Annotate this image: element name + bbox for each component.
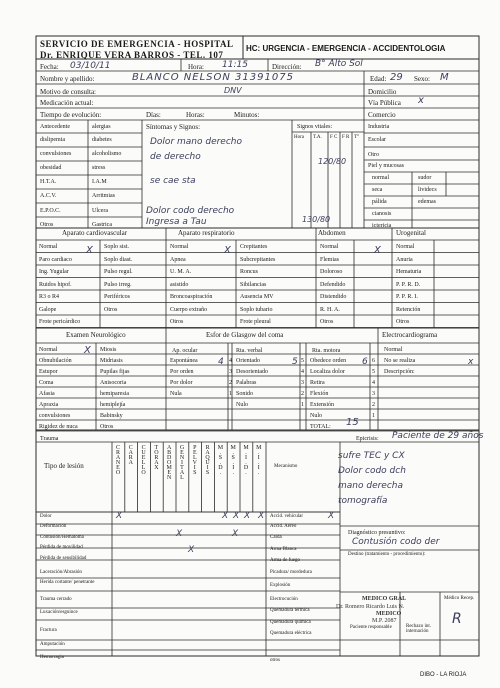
dias-label: Días: <box>146 111 161 119</box>
cardio-option: Normal <box>39 244 58 250</box>
glasgow-mark-2: 5 <box>292 357 298 367</box>
piel-option: cianosis <box>372 211 392 217</box>
antecedente-item: alcoholismo <box>92 151 122 158</box>
epicrisis-hw: Paciente de 29 años <box>392 431 484 441</box>
ocular-title: Ap. ocular <box>172 348 198 354</box>
abd-option: Distendido <box>320 294 347 300</box>
epicrisis-line-4: tomografía <box>338 496 388 506</box>
resp-option: Cuerpo extraño <box>170 306 208 313</box>
glasgow-verbal-points: 1 <box>301 402 304 408</box>
footer-dibo: DIBO - LA RIOJA <box>420 672 467 678</box>
tipo-lesion-label: Tipo de lesión <box>44 462 84 470</box>
sintomas-line-3: se cae sta <box>150 176 196 186</box>
resp-option: Broncoaspiración <box>170 294 213 300</box>
uro-option: P. P. R. D. <box>396 281 421 288</box>
mecanismo-option: Picadura/ mordedura <box>270 570 312 575</box>
abd-option: Normal <box>320 244 339 250</box>
stamp-line4: M.P. 2087 <box>372 618 397 624</box>
neuro-option: Midriasis <box>100 358 123 364</box>
ecg-option: Descripción: <box>384 369 415 375</box>
glasgow-motora-points: 6 <box>372 358 375 364</box>
lesion-label: Laceración/Abrasión <box>40 570 82 575</box>
lesion-label: Deformación <box>40 524 67 529</box>
cardio-option: Pulso irreg. <box>104 281 132 288</box>
resp-title: Aparato respiratorio <box>178 229 235 237</box>
region-mark-8: X <box>232 529 239 539</box>
region-header: TORAX <box>153 445 160 470</box>
glasgow-mark-1: 4 <box>218 357 224 367</box>
piel-label: Piel y mucosas <box>368 163 404 169</box>
resp-option: Soplo tubario <box>240 306 273 313</box>
region-mark-3: X <box>244 511 251 521</box>
rechazo-label: Rechazo int. internación <box>406 624 431 634</box>
neuro-option: Otros <box>100 424 114 430</box>
neuro-mark-1: X <box>84 345 91 356</box>
neuro-option: Anisocoria <box>100 380 127 386</box>
glasgow-ocular-option: Nula <box>170 391 182 397</box>
cardio-option: Frote pericárdico <box>39 319 81 325</box>
glasgow-mark-3: 6 <box>362 357 368 367</box>
region-header: RAQUIS <box>204 445 211 475</box>
signos-vitales-label: Signos vitales: <box>297 124 333 130</box>
cardio-option: Soplo diast. <box>104 256 133 263</box>
region-header: GENITAL <box>179 445 185 480</box>
glasgow-verbal-points: 3 <box>301 380 304 386</box>
glasgow-ocular-option: Por orden <box>170 369 194 375</box>
mecanismo-mark-1: X <box>328 511 335 521</box>
via-publica-mark: x <box>418 95 424 106</box>
minutos-label: Minutos: <box>234 111 260 119</box>
abd-option: R. H. A. <box>320 306 340 313</box>
abd-option: Defendido <box>320 281 346 288</box>
piel-option: sudor <box>418 175 432 181</box>
uro-title: Urogenital <box>396 229 426 237</box>
mecanismo-option: Explosión <box>270 583 291 588</box>
neuro-option: Obnubilación <box>39 358 72 364</box>
uro-option: P. P. R. I. <box>396 294 418 300</box>
piel-option: lividecs <box>418 187 437 193</box>
sintomas-line-1: Dolor mano derecho <box>150 137 243 147</box>
fecha-label: Fecha: <box>40 63 59 71</box>
resp-option: Sibilancias <box>240 281 267 288</box>
antecedente-item: A.C.V. <box>40 193 57 200</box>
piel-option: pálida <box>372 199 387 205</box>
sexo-label: Sexo: <box>414 75 430 83</box>
region-mark-5: X <box>116 511 123 521</box>
mecanismo-option: otros <box>270 658 280 663</box>
glasgow-motora-points: 3 <box>372 391 375 397</box>
lesion-label: Luxación/esguince <box>40 610 78 615</box>
glasgow-ocular-points: 3 <box>229 369 232 375</box>
glasgow-motora-points: 4 <box>372 380 375 386</box>
neuro-option: Babinsky <box>100 413 123 419</box>
glasgow-verbal-option: Nulo <box>236 402 248 408</box>
glasgow-motora-points: 5 <box>372 369 375 375</box>
vitales-col-header: F C <box>330 135 338 140</box>
glasgow-motora-points: 2 <box>372 402 375 408</box>
horas-label: Horas: <box>186 111 205 119</box>
nombre-value: BLANCO NELSON 31391075 <box>132 72 294 83</box>
glasgow-verbal-points: 4 <box>301 369 304 375</box>
neuro-option: Coma <box>39 380 54 386</box>
sintomas-line-4: Dolor codo derecho <box>146 206 235 216</box>
mecanismo-option: Quemadura eléctrica <box>270 631 312 636</box>
glasgow-total-value: 15 <box>346 417 359 428</box>
vitales-col-header: T.A. <box>313 135 322 140</box>
sexo-value: M <box>440 72 449 83</box>
cardio-option: Ruidos hipof. <box>39 281 72 288</box>
hora-value: 11:15 <box>222 60 248 70</box>
diagnostico-hw: Contusión codo der <box>352 537 440 547</box>
mecanismo-option: Arma de fuego <box>270 558 300 563</box>
diagnostico-label: Diagnóstico presuntivo: <box>348 530 406 536</box>
lesion-label: Contusión/Hematoma <box>40 535 84 540</box>
glasgow-ocular-points: 1 <box>229 391 232 397</box>
glasgow-ocular-points: 4 <box>229 358 232 364</box>
via-publica-label: Vía Pública <box>368 99 401 107</box>
ecg-option: No se realiza <box>384 358 416 364</box>
verbal-title: Rta. verbal <box>236 348 263 354</box>
fecha-value: 03/10/11 <box>70 61 111 71</box>
glasgow-motora-option: Flexión <box>310 391 329 397</box>
piel-option: seca <box>372 187 383 193</box>
direccion-label: Dirección: <box>272 63 302 71</box>
lesion-label: Pérdida de movilidad <box>40 545 83 550</box>
glasgow-verbal-option: Sonido <box>236 391 254 397</box>
epicrisis-line-1: sufre TEC y CX <box>338 451 405 461</box>
uro-option: Hematuria <box>396 269 422 275</box>
neuro-option: hemiplejía <box>100 402 126 408</box>
glasgow-motora-option: Obedece orden <box>310 358 347 364</box>
lugar-industria: Industria <box>368 124 390 130</box>
lesion-label: Hemorragia <box>40 655 64 660</box>
resp-mark-1: X <box>224 245 231 256</box>
ecg-title: Electrocardiograma <box>382 331 438 339</box>
glasgow-title: Esfor de Glasgow del coma <box>206 331 284 339</box>
neuro-option: Normal <box>39 347 58 353</box>
comercio-label: Comercio <box>368 111 396 119</box>
glasgow-verbal-points: 5 <box>301 358 304 364</box>
cardio-option: R3 o R4 <box>39 294 60 300</box>
cardio-mark-1: X <box>86 245 93 256</box>
edad-value: 29 <box>390 72 403 83</box>
neuro-option: Apraxia <box>39 402 59 408</box>
vitales-value-1: 120/80 <box>318 157 347 166</box>
destino-label: Destino (tratamiento - procedimiento): <box>348 552 426 557</box>
domicilio-label: Domicilio <box>368 88 397 96</box>
resp-option: Crepitantes <box>240 244 268 250</box>
glasgow-motora-points: 1 <box>372 413 375 419</box>
mecanismo-option: Accid. Aéreo <box>270 524 297 529</box>
glasgow-verbal-points: 2 <box>301 391 304 397</box>
resp-option: Frote pleural <box>240 319 271 325</box>
glasgow-motora-option: Retira <box>310 380 325 386</box>
mecanismo-option: Accid. vehicular <box>270 514 304 519</box>
ecg-option: Normal <box>384 347 403 353</box>
mecanismo-option: Electrocución <box>270 597 298 602</box>
glasgow-verbal-option: Palabras <box>236 380 257 386</box>
vitales-col-header: T° <box>354 135 360 140</box>
antecedente-item: Otros <box>40 221 54 228</box>
glasgow-ocular-points: 2 <box>229 380 232 386</box>
cardio-option: Paro cardiaco <box>39 256 72 263</box>
region-mark-4: X <box>258 511 265 521</box>
mecanismo-option: Caída <box>270 535 282 540</box>
region-header: M.S.D. <box>217 445 224 475</box>
glasgow-verbal-option: Orientado <box>236 358 260 364</box>
mecanismo-label: Mecanismo <box>274 464 298 469</box>
edad-label: Edad: <box>370 75 387 83</box>
lesion-label: Herida cortante/ penetrante <box>40 580 95 585</box>
vitales-value-2: 130/80 <box>302 215 331 224</box>
hospital-title-line1: SERVICIO DE EMERGENCIA - HOSPITAL <box>40 39 234 49</box>
lesion-label: Amputación <box>40 642 65 647</box>
resp-option: U. M. A. <box>170 269 192 275</box>
sintomas-line-2: de derecho <box>150 152 201 162</box>
stamp-line1: MEDICO GRAL <box>362 596 407 602</box>
lugar-otro: Otro <box>368 152 379 158</box>
motora-title: Rta. motora <box>312 348 341 354</box>
neuro-option: Rigidez de nuca <box>39 424 78 430</box>
cardio-option: Ing. Yugular <box>39 269 69 275</box>
vitales-col-header: Hora <box>294 135 304 140</box>
motivo-label: Motivo de consulta: <box>40 88 96 96</box>
uro-option: Normal <box>396 244 415 250</box>
glasgow-motora-option: Nulo <box>310 413 322 419</box>
resp-option: Ausencia MV <box>240 294 274 300</box>
hora-label: Hora: <box>188 63 204 71</box>
antecedente-item: E.P.O.C. <box>40 207 61 214</box>
cardio-option: Pulso regul. <box>104 269 133 275</box>
trauma-title: Trauma <box>40 436 59 442</box>
antecedente-item: Ulcera <box>92 207 108 214</box>
piel-option: edemas <box>418 199 436 205</box>
glasgow-motora-option: Extensión <box>310 402 334 408</box>
region-header: PELVIS <box>191 445 198 475</box>
region-mark-7: X <box>188 545 195 555</box>
neuro-option: Pupilas fijas <box>100 369 130 375</box>
region-header: CUELLO <box>140 445 147 475</box>
lesion-label: Fractura <box>40 628 57 633</box>
region-header: ABDOMEN <box>166 445 173 480</box>
cardio-title: Aparato cardiovascular <box>62 229 128 237</box>
region-header: CRANEO <box>115 445 121 475</box>
lesion-label: Dolor <box>40 514 52 519</box>
piel-option: ictericia <box>372 223 392 229</box>
region-mark-1: X <box>222 511 229 521</box>
neuro-option: Miosis <box>100 347 117 353</box>
cardio-option: Soplo sist. <box>104 244 130 250</box>
region-header: M.S.I. <box>230 445 237 475</box>
motivo-value: DNV <box>224 86 242 95</box>
glasgow-motora-option: Localiza dolor <box>310 369 345 375</box>
resp-option: Otros <box>170 319 184 325</box>
cardio-option: Otros <box>104 306 118 313</box>
antecedente-item: diabetes <box>92 137 112 143</box>
piel-option: normal <box>372 175 389 181</box>
neuro-option: Afasia <box>39 391 55 397</box>
neuro-option: hemiparesia <box>100 391 129 397</box>
epicrisis-line-2: Dolor codo dch <box>338 466 406 476</box>
antecedente-header: Antecedente <box>40 124 70 130</box>
glasgow-verbal-option: Desorientado <box>236 369 268 375</box>
abd-option: Flemias <box>320 256 339 263</box>
antecedente-item: stress <box>92 165 106 172</box>
neuro-option: convulsiones <box>39 413 71 419</box>
antecedente-item: H.T.A. <box>40 179 57 186</box>
antecedente-item: Gastrica <box>92 221 112 228</box>
sintomas-label: Síntomas y Signos: <box>146 123 201 131</box>
mecanismo-option: Quemadura térmica <box>270 608 310 613</box>
antecedente-item: dislipemia <box>40 137 65 143</box>
abd-option: Otros <box>320 319 334 325</box>
neuro-option: Estupor <box>39 369 58 375</box>
cardio-option: Periféricos <box>104 294 130 300</box>
region-header: CARA <box>127 445 134 465</box>
vitales-col-header: F R <box>342 135 350 140</box>
region-header: M.I.D. <box>243 445 249 475</box>
uro-option: Retención <box>396 306 421 313</box>
tiempo-label: Tiempo de evolución: <box>40 111 102 119</box>
epicrisis-label: Epicrisis: <box>356 436 379 442</box>
resp-option: Roncus <box>240 269 258 275</box>
stamp-line3: MEDICO <box>376 611 402 617</box>
sintomas-line-5: Ingresa a Tau <box>146 217 207 227</box>
region-mark-2: X <box>233 511 240 521</box>
signature-mark: R <box>452 611 462 627</box>
resp-option: Normal <box>170 244 189 250</box>
resp-option: Subcrepitantes <box>240 256 276 263</box>
medicacion-label: Medicación actual: <box>40 99 94 107</box>
resp-option: Apnea <box>170 256 186 263</box>
region-header: M.I.I. <box>255 445 262 475</box>
stamp-line2: Dr. Romero Ricardo Luis N. <box>336 604 405 610</box>
antecedente-item: obesidad <box>40 165 62 172</box>
glasgow-ocular-option: Espontánea <box>170 358 198 364</box>
nombre-label: Nombre y apellido: <box>40 75 95 83</box>
lesion-label: Trauma cerrado <box>40 597 72 602</box>
antecedente-item: I.A.M <box>92 179 107 186</box>
lugar-escolar: Escolar <box>368 137 386 143</box>
glasgow-motora-option: TOTAL: <box>310 424 331 430</box>
mecanismo-option: Quemadura química <box>270 620 311 625</box>
region-mark-6: X <box>176 529 183 539</box>
resp-option: asistido <box>170 281 189 288</box>
uro-option: Anuria <box>396 256 413 263</box>
antecedente-item: convulsiones <box>40 151 72 158</box>
cardio-option: Galope <box>39 306 57 313</box>
paciente-resp-label: Paciente responsable <box>350 625 392 630</box>
hospital-title-line2: Dr. ENRIQUE VERA BARROS - TEL. 107 <box>40 50 224 60</box>
lesion-label: Pérdida de sensibilidad <box>40 556 87 561</box>
mecanismo-option: Arma Blanca <box>270 547 297 552</box>
hc-title: HC: URGENCIA - EMERGENCIA - ACCIDENTOLOGIA <box>246 44 446 53</box>
abd-title: Abdomen <box>318 229 346 237</box>
neuro-title: Examen Neurológico <box>66 331 126 339</box>
abd-option: Doloroso <box>320 269 343 275</box>
ecg-mark-1: x <box>468 357 474 367</box>
uro-option: Otros <box>396 319 410 325</box>
antecedente-item: Arritmias <box>92 193 115 200</box>
abd-mark-1: X <box>374 245 381 256</box>
medico-recep-label: Médico Recep. <box>444 596 475 601</box>
epicrisis-line-3: mano derecha <box>338 481 404 491</box>
glasgow-ocular-option: Por dolor <box>170 380 193 386</box>
alergias-label: alergias <box>92 124 111 130</box>
direccion-value: B° Alto Sol <box>315 59 363 69</box>
